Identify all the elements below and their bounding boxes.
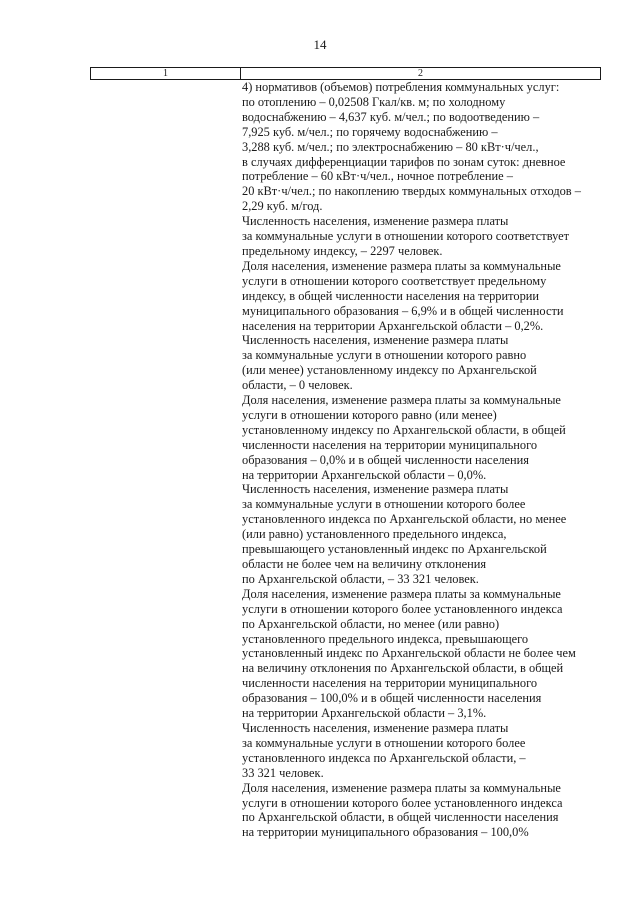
- text-line: 20 кВт·ч/чел.; по накоплению твердых коммунальных отходов –: [242, 184, 581, 199]
- text-line: по Архангельской области, в общей численности населения: [242, 810, 559, 825]
- text-line: потребление – 60 кВт·ч/чел., ночное потребление –: [242, 169, 513, 184]
- text-line: за коммунальные услуги в отношении которого соответствует: [242, 229, 570, 244]
- text-line: на территории муниципального образования – 100,0%: [242, 825, 529, 840]
- text-line: установленный индекс по Архангельской области не более чем: [242, 646, 576, 661]
- text-line: установленного предельного индекса, превышающего: [242, 631, 529, 646]
- text-line: области не более чем на величину отклонения: [242, 557, 487, 571]
- text-line: Доля населения, изменение размера платы за коммунальные: [242, 586, 561, 601]
- text-line: 7,925 куб. м/чел.; по горячему водоснабжению –: [242, 124, 498, 139]
- text-line: в случаях дифференциации тарифов по зонам суток: дневное: [242, 154, 566, 169]
- text-line: водоснабжению – 4,637 куб. м/чел.; по водоотведению –: [242, 109, 540, 124]
- text-line: предельному индексу, – 2297 человек.: [242, 243, 443, 258]
- table-header-row: [90, 67, 601, 80]
- text-line: (или менее) установленному индексу по Архангельской: [242, 363, 537, 378]
- text-line: установленного индекса по Архангельской области, но менее: [242, 512, 567, 527]
- text-line: Численность населения, изменение размера платы: [242, 482, 509, 497]
- table-cell-column-1: [90, 80, 240, 840]
- text-line: на территории Архангельской области – 0,0%.: [242, 467, 487, 482]
- document-table: [90, 67, 601, 840]
- column-header-2: 2: [418, 68, 423, 79]
- text-line: на территории Архангельской области – 3,1%.: [242, 706, 487, 721]
- text-line: по Архангельской области, – 33 321 человек.: [242, 571, 479, 586]
- text-line: Доля населения, изменение размера платы за коммунальные: [242, 393, 561, 408]
- table-body-row: [90, 80, 601, 840]
- text-line: (или равно) установленного предельного индекса,: [242, 527, 507, 542]
- text-line: численности населения на территории муниципального: [242, 676, 538, 691]
- text-line: образования – 100,0% и в общей численности населения: [242, 691, 542, 706]
- text-line: Численность населения, изменение размера платы: [242, 333, 509, 348]
- text-line: Численность населения, изменение размера платы: [242, 720, 509, 735]
- text-line: области, – 0 человек.: [242, 378, 353, 393]
- text-line: 4) нормативов (объемов) потребления коммунальных услуг:: [242, 80, 560, 94]
- text-line: установленному индексу по Архангельской области, в общей: [242, 422, 566, 437]
- text-line: на величину отклонения по Архангельской области, в общей: [242, 661, 564, 676]
- text-line: превышающего установленный индекс по Архангельской: [242, 542, 547, 557]
- text-line: образования – 0,0% и в общей численности населения: [242, 452, 529, 467]
- text-line: услуги в отношении которого соответствует предельному: [242, 273, 547, 288]
- text-line: численности населения на территории муниципального: [242, 437, 538, 452]
- text-line: муниципального образования – 6,9% и в общей численности: [242, 303, 564, 318]
- text-line: по отоплению – 0,02508 Гкал/кв. м; по холодному: [242, 94, 506, 109]
- text-line: за коммунальные услуги в отношении которого равно: [242, 348, 527, 363]
- text-line: 2,29 куб. м/год.: [242, 199, 323, 214]
- text-line: за коммунальные услуги в отношении которого более: [242, 735, 526, 750]
- text-line: 33 321 человек.: [242, 765, 324, 780]
- column-header-1: 1: [91, 68, 241, 79]
- page-number: 14: [313, 37, 327, 52]
- text-line: по Архангельской области, но менее (или равно): [242, 616, 500, 631]
- text-line: услуги в отношении которого равно (или менее): [242, 407, 497, 422]
- text-line: Численность населения, изменение размера платы: [242, 214, 509, 229]
- text-line: за коммунальные услуги в отношении которого более: [242, 497, 526, 512]
- text-line: услуги в отношении которого более установленного индекса: [242, 795, 563, 810]
- text-line: населения на территории Архангельской области – 0,2%.: [242, 318, 544, 333]
- text-line: индексу, в общей численности населения на территории: [242, 288, 540, 303]
- text-line: услуги в отношении которого более установленного индекса: [242, 601, 563, 616]
- text-line: Доля населения, изменение размера платы за коммунальные: [242, 780, 561, 795]
- text-line: 3,288 куб. м/чел.; по электроснабжению – 80 кВт·ч/чел.,: [242, 139, 539, 154]
- text-line: Доля населения, изменение размера платы за коммунальные: [242, 258, 561, 273]
- text-line: установленного индекса по Архангельской области, –: [242, 750, 526, 765]
- table-cell-column-2: [240, 80, 601, 840]
